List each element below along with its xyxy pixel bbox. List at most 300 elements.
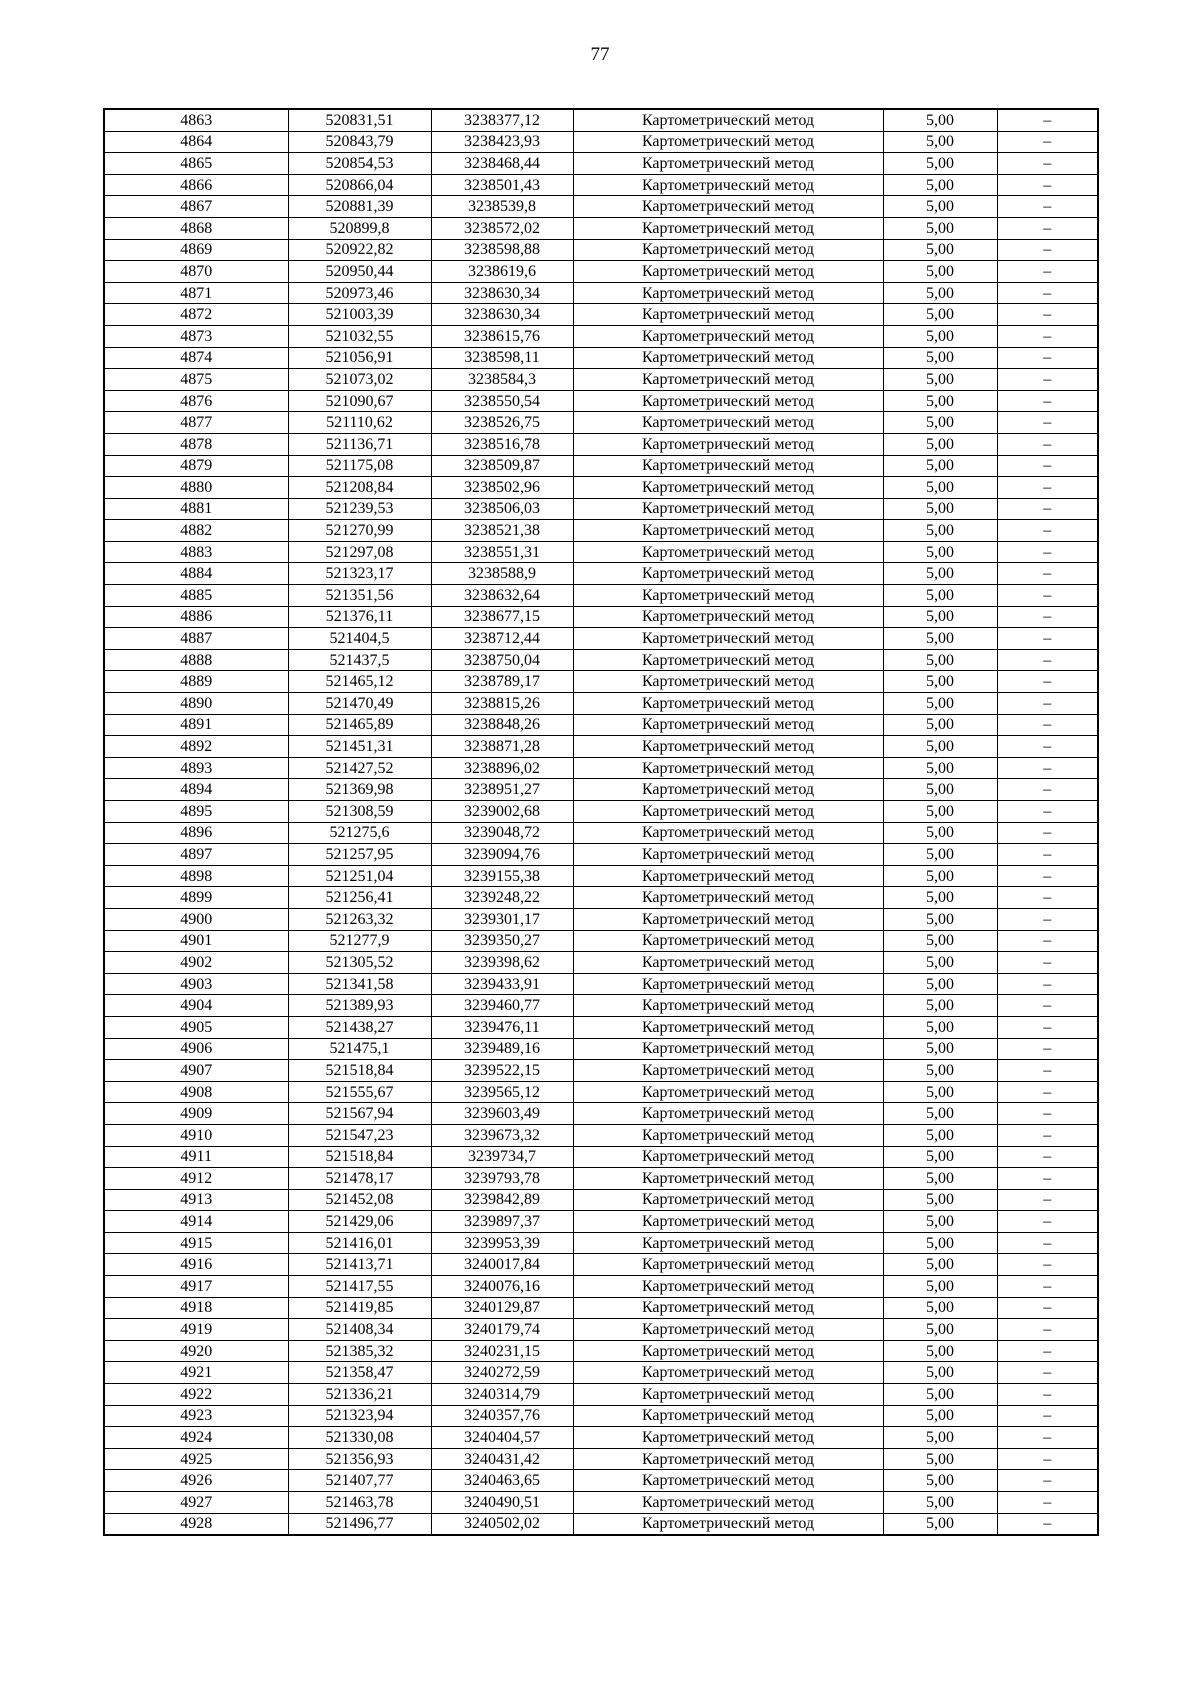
table-row xyxy=(104,649,1098,671)
point-number-cell: 4921 xyxy=(104,1362,288,1384)
point-number-cell: 4865 xyxy=(104,153,288,175)
note-cell: – xyxy=(997,887,1098,909)
table-row xyxy=(104,1081,1098,1103)
y-coordinate-cell: 3240463,65 xyxy=(431,1470,573,1492)
y-coordinate-cell: 3238815,26 xyxy=(431,693,573,715)
accuracy-cell: 5,00 xyxy=(883,304,997,326)
table-row xyxy=(104,1340,1098,1362)
accuracy-cell: 5,00 xyxy=(883,1211,997,1233)
point-number-cell: 4874 xyxy=(104,347,288,369)
note-cell: – xyxy=(997,390,1098,412)
x-coordinate-cell: 521056,91 xyxy=(288,347,431,369)
accuracy-cell: 5,00 xyxy=(883,649,997,671)
point-number-cell: 4863 xyxy=(104,109,288,131)
y-coordinate-cell: 3238550,54 xyxy=(431,390,573,412)
y-coordinate-cell: 3240314,79 xyxy=(431,1384,573,1406)
page-number: 77 xyxy=(590,44,610,65)
point-number-cell: 4876 xyxy=(104,390,288,412)
method-cell: Картометрический метод xyxy=(573,369,883,391)
point-number-cell: 4872 xyxy=(104,304,288,326)
table-row xyxy=(104,390,1098,412)
method-cell: Картометрический метод xyxy=(573,1405,883,1427)
y-coordinate-cell: 3238619,6 xyxy=(431,261,573,283)
x-coordinate-cell: 521408,34 xyxy=(288,1319,431,1341)
point-number-cell: 4880 xyxy=(104,477,288,499)
y-coordinate-cell: 3240179,74 xyxy=(431,1319,573,1341)
y-coordinate-cell: 3240076,16 xyxy=(431,1276,573,1298)
note-cell: – xyxy=(997,1168,1098,1190)
method-cell: Картометрический метод xyxy=(573,1276,883,1298)
method-cell: Картометрический метод xyxy=(573,390,883,412)
note-cell: – xyxy=(997,585,1098,607)
note-cell: – xyxy=(997,757,1098,779)
method-cell: Картометрический метод xyxy=(573,930,883,952)
note-cell: – xyxy=(997,995,1098,1017)
point-number-cell: 4873 xyxy=(104,325,288,347)
table-row xyxy=(104,1276,1098,1298)
accuracy-cell: 5,00 xyxy=(883,1124,997,1146)
method-cell: Картометрический метод xyxy=(573,1427,883,1449)
accuracy-cell: 5,00 xyxy=(883,1448,997,1470)
note-cell: – xyxy=(997,261,1098,283)
y-coordinate-cell: 3239301,17 xyxy=(431,908,573,930)
note-cell: – xyxy=(997,822,1098,844)
note-cell: – xyxy=(997,1340,1098,1362)
method-cell: Картометрический метод xyxy=(573,541,883,563)
table-row xyxy=(104,1362,1098,1384)
note-cell: – xyxy=(997,693,1098,715)
accuracy-cell: 5,00 xyxy=(883,239,997,261)
note-cell: – xyxy=(997,455,1098,477)
method-cell: Картометрический метод xyxy=(573,1340,883,1362)
y-coordinate-cell: 3238539,8 xyxy=(431,196,573,218)
y-coordinate-cell: 3238632,64 xyxy=(431,585,573,607)
accuracy-cell: 5,00 xyxy=(883,153,997,175)
point-number-cell: 4915 xyxy=(104,1232,288,1254)
table-row xyxy=(104,1492,1098,1514)
x-coordinate-cell: 521478,17 xyxy=(288,1168,431,1190)
x-coordinate-cell: 520899,8 xyxy=(288,217,431,239)
method-cell: Картометрический метод xyxy=(573,325,883,347)
x-coordinate-cell: 521263,32 xyxy=(288,908,431,930)
point-number-cell: 4906 xyxy=(104,1038,288,1060)
x-coordinate-cell: 521277,9 xyxy=(288,930,431,952)
point-number-cell: 4896 xyxy=(104,822,288,844)
table-row xyxy=(104,369,1098,391)
point-number-cell: 4910 xyxy=(104,1124,288,1146)
accuracy-cell: 5,00 xyxy=(883,1340,997,1362)
method-cell: Картометрический метод xyxy=(573,563,883,585)
x-coordinate-cell: 521417,55 xyxy=(288,1276,431,1298)
x-coordinate-cell: 521256,41 xyxy=(288,887,431,909)
table-row xyxy=(104,131,1098,153)
accuracy-cell: 5,00 xyxy=(883,1276,997,1298)
table-row xyxy=(104,952,1098,974)
point-number-cell: 4883 xyxy=(104,541,288,563)
point-number-cell: 4924 xyxy=(104,1427,288,1449)
accuracy-cell: 5,00 xyxy=(883,757,997,779)
note-cell: – xyxy=(997,1103,1098,1125)
point-number-cell: 4914 xyxy=(104,1211,288,1233)
method-cell: Картометрический метод xyxy=(573,714,883,736)
x-coordinate-cell: 521356,93 xyxy=(288,1448,431,1470)
method-cell: Картометрический метод xyxy=(573,822,883,844)
method-cell: Картометрический метод xyxy=(573,1384,883,1406)
table-row xyxy=(104,433,1098,455)
accuracy-cell: 5,00 xyxy=(883,1297,997,1319)
point-number-cell: 4891 xyxy=(104,714,288,736)
y-coordinate-cell: 3238750,04 xyxy=(431,649,573,671)
table-row xyxy=(104,585,1098,607)
note-cell: – xyxy=(997,1189,1098,1211)
table-row xyxy=(104,844,1098,866)
table-row xyxy=(104,1016,1098,1038)
note-cell: – xyxy=(997,1513,1098,1535)
table-row xyxy=(104,1254,1098,1276)
y-coordinate-cell: 3238506,03 xyxy=(431,498,573,520)
accuracy-cell: 5,00 xyxy=(883,865,997,887)
method-cell: Картометрический метод xyxy=(573,1211,883,1233)
y-coordinate-cell: 3239673,32 xyxy=(431,1124,573,1146)
accuracy-cell: 5,00 xyxy=(883,1492,997,1514)
accuracy-cell: 5,00 xyxy=(883,1081,997,1103)
note-cell: – xyxy=(997,1081,1098,1103)
point-number-cell: 4887 xyxy=(104,628,288,650)
note-cell: – xyxy=(997,369,1098,391)
note-cell: – xyxy=(997,412,1098,434)
note-cell: – xyxy=(997,1211,1098,1233)
note-cell: – xyxy=(997,1038,1098,1060)
point-number-cell: 4870 xyxy=(104,261,288,283)
note-cell: – xyxy=(997,1384,1098,1406)
table-row xyxy=(104,1189,1098,1211)
accuracy-cell: 5,00 xyxy=(883,887,997,909)
x-coordinate-cell: 521073,02 xyxy=(288,369,431,391)
note-cell: – xyxy=(997,498,1098,520)
accuracy-cell: 5,00 xyxy=(883,908,997,930)
table-row xyxy=(104,779,1098,801)
point-number-cell: 4905 xyxy=(104,1016,288,1038)
table-row xyxy=(104,261,1098,283)
note-cell: – xyxy=(997,520,1098,542)
table-row xyxy=(104,477,1098,499)
table-row xyxy=(104,822,1098,844)
y-coordinate-cell: 3240502,02 xyxy=(431,1513,573,1535)
note-cell: – xyxy=(997,1427,1098,1449)
note-cell: – xyxy=(997,1470,1098,1492)
y-coordinate-cell: 3238572,02 xyxy=(431,217,573,239)
x-coordinate-cell: 521413,71 xyxy=(288,1254,431,1276)
y-coordinate-cell: 3239155,38 xyxy=(431,865,573,887)
note-cell: – xyxy=(997,304,1098,326)
x-coordinate-cell: 521419,85 xyxy=(288,1297,431,1319)
note-cell: – xyxy=(997,282,1098,304)
table-row xyxy=(104,282,1098,304)
accuracy-cell: 5,00 xyxy=(883,325,997,347)
method-cell: Картометрический метод xyxy=(573,1254,883,1276)
note-cell: – xyxy=(997,1405,1098,1427)
accuracy-cell: 5,00 xyxy=(883,1362,997,1384)
y-coordinate-cell: 3239734,7 xyxy=(431,1146,573,1168)
method-cell: Картометрический метод xyxy=(573,1016,883,1038)
method-cell: Картометрический метод xyxy=(573,585,883,607)
table-row xyxy=(104,325,1098,347)
x-coordinate-cell: 521308,59 xyxy=(288,801,431,823)
accuracy-cell: 5,00 xyxy=(883,1470,997,1492)
point-number-cell: 4913 xyxy=(104,1189,288,1211)
method-cell: Картометрический метод xyxy=(573,433,883,455)
point-number-cell: 4866 xyxy=(104,174,288,196)
method-cell: Картометрический метод xyxy=(573,131,883,153)
point-number-cell: 4890 xyxy=(104,693,288,715)
method-cell: Картометрический метод xyxy=(573,606,883,628)
x-coordinate-cell: 521270,99 xyxy=(288,520,431,542)
point-number-cell: 4920 xyxy=(104,1340,288,1362)
point-number-cell: 4884 xyxy=(104,563,288,585)
y-coordinate-cell: 3240357,76 xyxy=(431,1405,573,1427)
x-coordinate-cell: 521239,53 xyxy=(288,498,431,520)
accuracy-cell: 5,00 xyxy=(883,973,997,995)
y-coordinate-cell: 3239248,22 xyxy=(431,887,573,909)
point-number-cell: 4925 xyxy=(104,1448,288,1470)
accuracy-cell: 5,00 xyxy=(883,1384,997,1406)
note-cell: – xyxy=(997,109,1098,131)
method-cell: Картометрический метод xyxy=(573,1124,883,1146)
x-coordinate-cell: 521358,47 xyxy=(288,1362,431,1384)
point-number-cell: 4879 xyxy=(104,455,288,477)
x-coordinate-cell: 521463,78 xyxy=(288,1492,431,1514)
table-row xyxy=(104,1103,1098,1125)
table-row xyxy=(104,1124,1098,1146)
accuracy-cell: 5,00 xyxy=(883,1319,997,1341)
x-coordinate-cell: 521475,1 xyxy=(288,1038,431,1060)
accuracy-cell: 5,00 xyxy=(883,1038,997,1060)
accuracy-cell: 5,00 xyxy=(883,541,997,563)
y-coordinate-cell: 3238551,31 xyxy=(431,541,573,563)
y-coordinate-cell: 3239002,68 xyxy=(431,801,573,823)
method-cell: Картометрический метод xyxy=(573,498,883,520)
note-cell: – xyxy=(997,973,1098,995)
note-cell: – xyxy=(997,1448,1098,1470)
note-cell: – xyxy=(997,952,1098,974)
x-coordinate-cell: 521330,08 xyxy=(288,1427,431,1449)
point-number-cell: 4909 xyxy=(104,1103,288,1125)
y-coordinate-cell: 3240129,87 xyxy=(431,1297,573,1319)
coordinates-table xyxy=(103,108,1099,1536)
accuracy-cell: 5,00 xyxy=(883,844,997,866)
note-cell: – xyxy=(997,477,1098,499)
x-coordinate-cell: 521297,08 xyxy=(288,541,431,563)
y-coordinate-cell: 3238615,76 xyxy=(431,325,573,347)
accuracy-cell: 5,00 xyxy=(883,520,997,542)
point-number-cell: 4893 xyxy=(104,757,288,779)
method-cell: Картометрический метод xyxy=(573,671,883,693)
x-coordinate-cell: 521465,12 xyxy=(288,671,431,693)
point-number-cell: 4902 xyxy=(104,952,288,974)
x-coordinate-cell: 521518,84 xyxy=(288,1060,431,1082)
accuracy-cell: 5,00 xyxy=(883,196,997,218)
x-coordinate-cell: 520973,46 xyxy=(288,282,431,304)
y-coordinate-cell: 3239398,62 xyxy=(431,952,573,974)
method-cell: Картометрический метод xyxy=(573,1513,883,1535)
method-cell: Картометрический метод xyxy=(573,908,883,930)
method-cell: Картометрический метод xyxy=(573,153,883,175)
note-cell: – xyxy=(997,1254,1098,1276)
method-cell: Картометрический метод xyxy=(573,1038,883,1060)
method-cell: Картометрический метод xyxy=(573,1448,883,1470)
accuracy-cell: 5,00 xyxy=(883,995,997,1017)
x-coordinate-cell: 521376,11 xyxy=(288,606,431,628)
x-coordinate-cell: 521407,77 xyxy=(288,1470,431,1492)
method-cell: Картометрический метод xyxy=(573,1146,883,1168)
x-coordinate-cell: 521110,62 xyxy=(288,412,431,434)
x-coordinate-cell: 521369,98 xyxy=(288,779,431,801)
x-coordinate-cell: 521385,32 xyxy=(288,1340,431,1362)
method-cell: Картометрический метод xyxy=(573,304,883,326)
method-cell: Картометрический метод xyxy=(573,520,883,542)
method-cell: Картометрический метод xyxy=(573,1060,883,1082)
note-cell: – xyxy=(997,153,1098,175)
note-cell: – xyxy=(997,649,1098,671)
y-coordinate-cell: 3238677,15 xyxy=(431,606,573,628)
method-cell: Картометрический метод xyxy=(573,282,883,304)
accuracy-cell: 5,00 xyxy=(883,1016,997,1038)
point-number-cell: 4926 xyxy=(104,1470,288,1492)
point-number-cell: 4899 xyxy=(104,887,288,909)
method-cell: Картометрический метод xyxy=(573,952,883,974)
y-coordinate-cell: 3240404,57 xyxy=(431,1427,573,1449)
point-number-cell: 4871 xyxy=(104,282,288,304)
y-coordinate-cell: 3239793,78 xyxy=(431,1168,573,1190)
y-coordinate-cell: 3239048,72 xyxy=(431,822,573,844)
x-coordinate-cell: 521257,95 xyxy=(288,844,431,866)
note-cell: – xyxy=(997,1124,1098,1146)
note-cell: – xyxy=(997,801,1098,823)
table-row xyxy=(104,217,1098,239)
y-coordinate-cell: 3239603,49 xyxy=(431,1103,573,1125)
method-cell: Картометрический метод xyxy=(573,1297,883,1319)
x-coordinate-cell: 521305,52 xyxy=(288,952,431,974)
x-coordinate-cell: 521437,5 xyxy=(288,649,431,671)
point-number-cell: 4881 xyxy=(104,498,288,520)
table-row xyxy=(104,908,1098,930)
point-number-cell: 4927 xyxy=(104,1492,288,1514)
x-coordinate-cell: 521465,89 xyxy=(288,714,431,736)
method-cell: Картометрический метод xyxy=(573,217,883,239)
y-coordinate-cell: 3239842,89 xyxy=(431,1189,573,1211)
table-row xyxy=(104,693,1098,715)
y-coordinate-cell: 3238789,17 xyxy=(431,671,573,693)
table-row xyxy=(104,412,1098,434)
point-number-cell: 4882 xyxy=(104,520,288,542)
table-row xyxy=(104,1513,1098,1535)
x-coordinate-cell: 520866,04 xyxy=(288,174,431,196)
method-cell: Картометрический метод xyxy=(573,736,883,758)
point-number-cell: 4923 xyxy=(104,1405,288,1427)
method-cell: Картометрический метод xyxy=(573,693,883,715)
accuracy-cell: 5,00 xyxy=(883,801,997,823)
method-cell: Картометрический метод xyxy=(573,412,883,434)
y-coordinate-cell: 3238423,93 xyxy=(431,131,573,153)
table-row xyxy=(104,1470,1098,1492)
table-row xyxy=(104,498,1098,520)
note-cell: – xyxy=(997,736,1098,758)
note-cell: – xyxy=(997,1016,1098,1038)
accuracy-cell: 5,00 xyxy=(883,1232,997,1254)
y-coordinate-cell: 3240231,15 xyxy=(431,1340,573,1362)
method-cell: Картометрический метод xyxy=(573,801,883,823)
point-number-cell: 4886 xyxy=(104,606,288,628)
table-row xyxy=(104,1448,1098,1470)
accuracy-cell: 5,00 xyxy=(883,261,997,283)
y-coordinate-cell: 3239476,11 xyxy=(431,1016,573,1038)
x-coordinate-cell: 521323,17 xyxy=(288,563,431,585)
point-number-cell: 4907 xyxy=(104,1060,288,1082)
x-coordinate-cell: 521003,39 xyxy=(288,304,431,326)
y-coordinate-cell: 3240272,59 xyxy=(431,1362,573,1384)
y-coordinate-cell: 3238951,27 xyxy=(431,779,573,801)
note-cell: – xyxy=(997,131,1098,153)
accuracy-cell: 5,00 xyxy=(883,1189,997,1211)
x-coordinate-cell: 521567,94 xyxy=(288,1103,431,1125)
note-cell: – xyxy=(997,606,1098,628)
table-row xyxy=(104,1146,1098,1168)
table-row xyxy=(104,455,1098,477)
point-number-cell: 4895 xyxy=(104,801,288,823)
y-coordinate-cell: 3239094,76 xyxy=(431,844,573,866)
note-cell: – xyxy=(997,779,1098,801)
y-coordinate-cell: 3238598,11 xyxy=(431,347,573,369)
accuracy-cell: 5,00 xyxy=(883,217,997,239)
y-coordinate-cell: 3239350,27 xyxy=(431,930,573,952)
accuracy-cell: 5,00 xyxy=(883,455,997,477)
accuracy-cell: 5,00 xyxy=(883,433,997,455)
table-row xyxy=(104,930,1098,952)
table-row xyxy=(104,973,1098,995)
x-coordinate-cell: 521351,56 xyxy=(288,585,431,607)
point-number-cell: 4889 xyxy=(104,671,288,693)
note-cell: – xyxy=(997,563,1098,585)
point-number-cell: 4928 xyxy=(104,1513,288,1535)
method-cell: Картометрический метод xyxy=(573,844,883,866)
x-coordinate-cell: 521404,5 xyxy=(288,628,431,650)
accuracy-cell: 5,00 xyxy=(883,1168,997,1190)
point-number-cell: 4877 xyxy=(104,412,288,434)
x-coordinate-cell: 521323,94 xyxy=(288,1405,431,1427)
table-row xyxy=(104,887,1098,909)
table-row xyxy=(104,1405,1098,1427)
table-row xyxy=(104,1038,1098,1060)
table-row xyxy=(104,801,1098,823)
note-cell: – xyxy=(997,541,1098,563)
accuracy-cell: 5,00 xyxy=(883,347,997,369)
point-number-cell: 4922 xyxy=(104,1384,288,1406)
point-number-cell: 4868 xyxy=(104,217,288,239)
accuracy-cell: 5,00 xyxy=(883,952,997,974)
point-number-cell: 4878 xyxy=(104,433,288,455)
point-number-cell: 4903 xyxy=(104,973,288,995)
table-row xyxy=(104,736,1098,758)
y-coordinate-cell: 3239522,15 xyxy=(431,1060,573,1082)
point-number-cell: 4917 xyxy=(104,1276,288,1298)
point-number-cell: 4900 xyxy=(104,908,288,930)
note-cell: – xyxy=(997,347,1098,369)
note-cell: – xyxy=(997,239,1098,261)
table-row xyxy=(104,541,1098,563)
note-cell: – xyxy=(997,930,1098,952)
note-cell: – xyxy=(997,908,1098,930)
x-coordinate-cell: 521090,67 xyxy=(288,390,431,412)
